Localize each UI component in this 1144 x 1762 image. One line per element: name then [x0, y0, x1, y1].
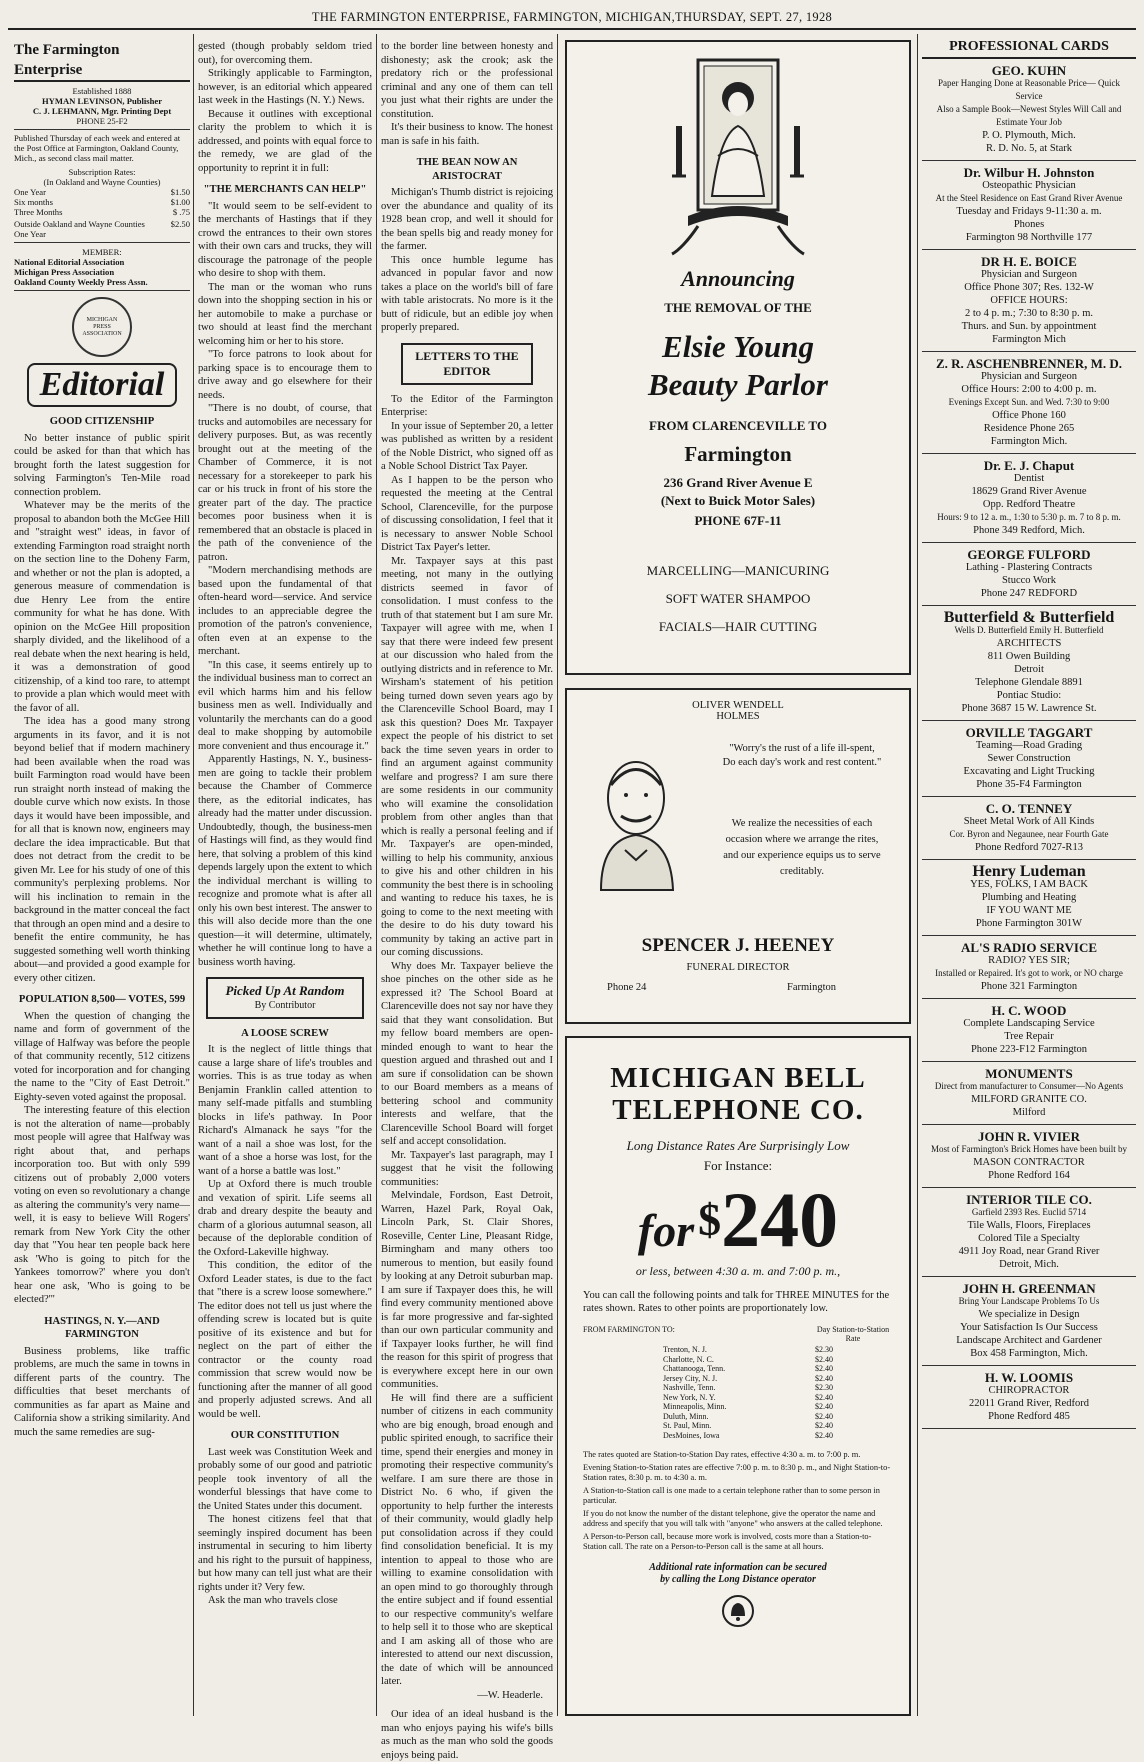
parlor-name-line2: Beauty Parlor: [648, 367, 828, 402]
member-item: Oakland County Weekly Press Assn.: [14, 277, 190, 291]
article-paragraph: It is the neglect of little things that cause a large share of life's troubles and worries. This is as true today as when Benjamin Franklin called attention to many self-made pitfalls and stumbling blocks in life's pathway. In Poor Richard's Almanack he says "for the want of a nail a shoe was lost, for the want of a shoe a horse was lost, for the want of a horse a battle was lost.": [198, 1044, 372, 1177]
letter-paragraph: He will find there are a sufficient number of citizens in each community who are big enough, broad enough and public spirited enough, to sacrifice their time, spend their energies and money in promoting their respective community's welfare. I am sure there are those in District No. 6 who, if given the opportunity to help further the interests of their community, would gladly help put consolidation across if they could find consolidation beneficial. It is my intention to appeal to those who are willing to examine consolidation with an open mind to go thoroughly through the entire subject and if found essential to our respective community's welfare to help sell it to those who are skeptical and I am asking all of those who are interested to attend our next discussion, the date of which will be announced later.: [381, 1392, 553, 1687]
article-paragraph: Michigan's Thumb district is rejoicing over the abundance and quality of its 1928 bean crop, and well it should for the bean spells big and ready money for the farmer.: [381, 187, 553, 252]
article-paragraph: "It would seem to be self-evident to the merchants of Hastings that if they crowd the entrances to their own stores with their own cars and trucks, they will discourage the patronage of the people who desire to shop with them.: [198, 200, 372, 279]
woman-illustration: [668, 56, 808, 256]
bell-rate-table: [663, 1345, 833, 1440]
rate-row: [14, 187, 190, 197]
professional-card: [922, 161, 1136, 250]
column-rule: [193, 34, 194, 1716]
bell-footer-line: by calling the Long Distance operator: [660, 1574, 816, 1585]
rate-row: [14, 207, 190, 217]
letter-paragraph: Mr. Taxpayer says at this past meeting, not many in the outlying districts seemed in favor of consolidation. I must confess to the truth of that statement but I am sure Mr. Taxpayer will agree with me, when I say that there were indeed few present at our discussion who haled from the outlying districts and in reference to Mr. Wirsham's statement of his petition being turned down seven years ago by the Clarenceville School Board, may I ask this question? Does Mr. Taxpayer expect the people of his district to set back the time seven years in order to find an argument against community welfare and progress? I am sure there are some residents in our community who will examine the consolidation problem from other angles than that which is really a personal feeling and if Mr. Taxpayer's are open-minded, willing to help his community, anxious to give his and other children in his community the best there is in schooling and wanting to reduce his taxes, he is going to come to the next meeting with the desire to do his duty toward his community by taking an active part in our coming discussions.: [381, 555, 553, 958]
member-item: National Editorial Association: [14, 257, 125, 267]
professional-card: [922, 250, 1136, 352]
rate-price: $1.50: [170, 187, 190, 197]
rate-row: [663, 1393, 833, 1403]
article-paragraph: The honest citizens feel that that seemingly inspired document has been instrumental in securing to him liberty and his right to the pursuit of happiness, but how many can tell just what are their rights under it? Very few.: [198, 1514, 372, 1593]
rate-row: [14, 219, 190, 243]
professional-card: [922, 1188, 1136, 1277]
article-paragraph: Up at Oxford there is much trouble and vexation of spirit. Life seems all drab and dreary despite the beauty and charm of a glorious autumnal season, all because of the deplorable condition of the Oxford-Lakeville highway.: [198, 1179, 372, 1258]
card-name: Henry Ludeman: [972, 862, 1086, 880]
article-paragraph: Our idea of an ideal husband is the man who enjoys paying his wife's bills as much as the man who sold the goods enjoys being paid.: [381, 1709, 553, 1761]
card-line: Pontiac Studio:: [996, 689, 1062, 701]
headline-bean: THE BEAN NOW AN ARISTOCRAT: [416, 157, 518, 182]
card-name: INTERIOR TILE CO.: [966, 1191, 1092, 1207]
article-paragraph: Strikingly applicable to Farmington, however, is an editorial which appeared last week in the Hastings (N. Y.) News.: [198, 68, 372, 106]
letter-paragraph: Mr. Taxpayer's last paragraph, may I suggest that he visit the following communities:: [381, 1149, 553, 1188]
rate-row: [663, 1345, 833, 1355]
article-paragraph: Because it outlines with exceptional clarity the problem to which it is addressed, and points with equal force to the remedy, we are glad of the opportunity to reprint it in full:: [198, 108, 372, 174]
letter-paragraph: Melvindale, Fordson, East Detroit, Warren, Hazel Park, Royal Oak, Lincoln Park, St. Clair Shores, Roseville, Center Line, Pleasant Ridge, Birmingham and many others too numerous to mention, but easily found by looking at any Detroit suburban map. I am sure if Taxpayer does this, he will find every community mentioned above is far more progressive and far-sighted than our own particular community and if Taxpayer looks further, he will find the reason for this spirit of progress that is everywhere except here in our own communities.: [381, 1190, 553, 1390]
rate-row: [663, 1383, 833, 1393]
bell-logo-icon: [721, 1594, 755, 1628]
rate-city: DesMoines, Iowa: [663, 1430, 720, 1440]
card-line: Residence Phone 265: [983, 422, 1075, 434]
rate-value: $2.40: [815, 1373, 833, 1383]
card-line: Milford: [1012, 1106, 1046, 1118]
column-1: [14, 40, 190, 1720]
publication-note: Published Thursday of each week and entered at the Post Office at Farmington, Oakland County, Mich., as second class mail matter.: [14, 133, 181, 163]
card-line: Excavating and Light Trucking: [963, 765, 1095, 777]
bell-note: A Person-to-Person call, because more work is involved, costs more than a Station-to-Station call. The rate on a Person-to-Person call is the same at all hours.: [583, 1532, 872, 1551]
article-paragraph: The interesting feature of this election is not the alteration of name—probably most people will agree that Halfway was right about that, and perhaps incorporation too. But with only 599 citizens out of probably 2,000 voters voting on even so revolutionary a change as altering the community's very name—well, it is easy to believe Will Rogers' remark from New York City the other day that "You hear ten people back here ask 'Who is going to pitch for the Yankees tomorrow?' where you don't hear one ask, 'Who is going to be elected?'": [14, 1105, 190, 1305]
letter-paragraph: As I happen to be the person who requested the meeting at the Central School, Clarenceville, for the purpose of discussing consolidation, I feel that it is necessary to answer Noble School District Tax Payer's letter.: [381, 474, 553, 553]
card-name: MONUMENTS: [985, 1065, 1073, 1081]
rate-city: New York, N. Y.: [663, 1392, 716, 1402]
card-line: Opp. Redford Theatre: [982, 498, 1076, 510]
bell-or-less: or less, between 4:30 a. m. and 7:00 p. m.,: [635, 1264, 841, 1278]
rate-label: Outside Oakland and Wayne Counties One Year: [14, 219, 145, 239]
holmes-quote: [707, 742, 897, 770]
rate-price: $2.50: [170, 219, 190, 229]
article-paragraph: Apparently Hastings, N. Y., business-men are going to tackle their problem because the Chamber of Commerce there, as the editorial indicates, has already had the matter under discussion. Undoubtedly, though, the business-men of Hastings will find, as they would find here, that solving a problem of this kind depends largely upon the extent to which the individual merchant is willing to recognize and promote what is after all only his own best interest. The answer to this will also decide more than the one question—it will determine, ultimately, whether he will continue long to have a business worth having.: [198, 754, 372, 968]
card-line: 811 Owen Building: [987, 650, 1071, 662]
rate-price: $ .75: [172, 207, 190, 217]
article-paragraph: "To force patrons to look about for parking space is to encourage them to drive away and go elsewhere for their needs.: [198, 349, 372, 401]
author-name: HOLMES: [716, 711, 760, 722]
rates-title: Subscription Rates:: [68, 167, 136, 177]
bell-subtitle: Long Distance Rates Are Surprisingly Low: [626, 1138, 850, 1153]
town-text: Farmington: [684, 442, 792, 466]
card-line: Most of Farmington's Brick Homes have been built by: [930, 1143, 1128, 1154]
column-rule: [917, 34, 918, 1716]
card-line: R. D. No. 5, at Stark: [985, 142, 1073, 154]
removal-text: THE REMOVAL OF THE: [664, 300, 812, 315]
card-line: P. O. Plymouth, Mich.: [982, 129, 1076, 141]
bell-note: The rates quoted are Station-to-Station Day rates, effective 4:30 a. m. to 7:00 p. m.: [583, 1450, 861, 1459]
cards-list: [922, 59, 1136, 1429]
press-association-seal: [72, 297, 132, 357]
rate-value: $2.40: [815, 1354, 833, 1364]
card-line: Phone 223-F12 Farmington: [970, 1043, 1088, 1055]
rate-city: Duluth, Minn.: [663, 1411, 709, 1421]
card-line: IF YOU WANT ME: [986, 904, 1072, 916]
article-paragraph: Business problems, like traffic problems, are much the same in towns in different parts of the country. The difficulties that beset merchants of communities as far apart as Maine and California show a striking similarity. And much the same remedies are sug-: [14, 1345, 190, 1438]
card-line: MASON CONTRACTOR: [973, 1156, 1085, 1168]
professional-card: [922, 936, 1136, 999]
service-line: SOFT WATER SHAMPOO: [665, 591, 811, 606]
column-rule: [557, 34, 558, 1716]
article-paragraph: "In this case, it seems entirely up to the individual business man to correct an evil which harms him and his fellow business men as well. Individually and voluntarily the merchants can do a good deal to make shopping by automobile more convenient and thus encourage it.": [198, 659, 372, 752]
funeral-town: Farmington: [787, 982, 836, 993]
rate-city: Nashville, Tenn.: [663, 1383, 716, 1392]
card-name: DR H. E. BOICE: [981, 253, 1077, 269]
card-name: GEORGE FULFORD: [967, 546, 1091, 562]
rate-city: Jersey City, N. J.: [663, 1373, 718, 1383]
phone-text: PHONE 67F-11: [694, 513, 782, 528]
professional-card: [922, 59, 1136, 161]
article-paragraph: gested (though probably seldom tried out), for overcoming them.: [198, 41, 372, 66]
established: Established 1888: [72, 86, 132, 96]
bell-call-text: You can call the following points and talk for THREE MINUTES for the rates shown. Rates to other points are proportionately low.: [583, 1290, 890, 1314]
card-line: Office Phone 307; Res. 132-W: [964, 281, 1094, 293]
card-line: YES, FOLKS, I AM BACK: [970, 878, 1088, 890]
card-line: Phone 35-F4 Farmington: [976, 778, 1082, 790]
professional-card: [922, 543, 1136, 606]
author-name: OLIVER WENDELL: [692, 700, 784, 711]
funeral-director-ad: [565, 688, 911, 1024]
card-line: Tuesday and Fridays 9-11:30 a. m.: [956, 205, 1102, 217]
letter-paragraph: Why does Mr. Taxpayer believe the shoe pinches on the other side as he expressed it? The School Board at Clarenceville does not say nor have they said that they want consolidation. But my fellow board members are open-minded enough to want to hear the question argued and thrashed out and I am sure if consolidation can be shown to our Board members as a means of bettering school and community interests and welfare, that the Clarenceville School Board will forget self and accept consolidation.: [381, 960, 553, 1147]
card-line: Landscape Architect and Gardener: [956, 1334, 1102, 1346]
column-2: [198, 40, 372, 1720]
card-line: Tree Repair: [1004, 1030, 1054, 1042]
card-line: RADIO? YES SIR;: [988, 954, 1070, 966]
professional-card: [922, 860, 1136, 936]
professional-card: [922, 606, 1136, 721]
headline-hastings: HASTINGS, N. Y.—AND FARMINGTON: [44, 1315, 160, 1340]
card-line: Teaming—Road Grading: [975, 739, 1083, 751]
card-line: We specialize in Design: [978, 1308, 1080, 1320]
card-line: Phone 349 Redford, Mich.: [973, 524, 1085, 536]
quote-line: "Worry's the rust of a life ill-spent,: [729, 743, 875, 754]
funeral-body: We realize the necessities of each occasion where we arrange the rites, and our experience equips us to serve creditably.: [723, 818, 881, 877]
card-line: MILFORD GRANITE CO.: [971, 1093, 1087, 1105]
article-paragraph: This condition, the editor of the Oxford Leader states, is due to the fact that "there is a screw loose somewhere." The editor does not tell us just where the offending screw is located but is quite positive of its existence and but for neglect on the part of either the contractor or the county road commission that screw would now be functioning after the manner of all good and properly adjusted screws. And all would be well.: [198, 1260, 372, 1420]
column-rule: [376, 34, 377, 1716]
card-line: Evenings Except Sun. and Wed. 7:30 to 9:00: [948, 396, 1110, 407]
card-line: Hours: 9 to 12 a. m., 1:30 to 5:30 p. m. 7 to 8 p. m.: [937, 511, 1121, 522]
staff-line: HYMAN LEVINSON, Publisher: [41, 96, 163, 106]
masthead-rule: [8, 28, 1136, 30]
card-line: Phone Redford 164: [988, 1169, 1070, 1181]
professional-card: [922, 1062, 1136, 1125]
rate-city: Minneapolis, Minn.: [663, 1402, 727, 1411]
card-line: Lathing - Plastering Contracts: [965, 561, 1093, 573]
card-line: Office Hours: 2:00 to 4:00 p. m.: [961, 383, 1097, 395]
card-line: Colored Tile a Specialty: [978, 1232, 1080, 1244]
article-paragraph: The man or the woman who runs down into the shopping section in his or her automobile to make a purchase or two should at least find the merchant welcoming him or her to his store.: [198, 281, 372, 347]
letter-signature: —W. Headerle.: [477, 1689, 543, 1701]
card-line: Installed or Repaired. It's got to work, or NO charge: [935, 967, 1123, 978]
funeral-phone: Phone 24: [607, 982, 647, 993]
address-line: 236 Grand River Avenue E: [663, 475, 813, 490]
card-line: Thurs. and Sun. by appointment: [961, 320, 1097, 332]
article-paragraph: "There is no doubt, of course, that trucks and automobiles are necessary for delivery purposes. But, as was recently brought out at the meeting of the Chamber of Commerce, it is not necessary for a storekeeper to park his car or his truck in front of his store the greater part of the day. The practice becomes poor business when it is remembered that an obstacle is placed in the path of the convenience of the patron.: [198, 403, 372, 563]
card-line: ARCHITECTS: [996, 637, 1062, 649]
card-name: GEO. KUHN: [991, 62, 1067, 78]
rate-row: [663, 1364, 833, 1374]
card-line: CHIROPRACTOR: [988, 1384, 1070, 1396]
bell-title-line2: TELEPHONE CO.: [612, 1094, 864, 1126]
professional-card: [922, 1277, 1136, 1366]
card-line: At the Steel Residence on East Grand River Avenue: [935, 192, 1123, 203]
announcing-text: Announcing: [681, 266, 795, 291]
professional-card: [922, 999, 1136, 1062]
bell-footer: [583, 1562, 893, 1586]
card-line: 4911 Joy Road, near Grand River: [958, 1245, 1100, 1257]
card-name: Z. R. ASCHENBRENNER, M. D.: [936, 355, 1122, 371]
from-text: FROM CLARENCEVILLE TO: [649, 418, 827, 433]
headline-population: POPULATION 8,500— VOTES, 599: [18, 994, 186, 1005]
cards-title: PROFESSIONAL CARDS: [922, 40, 1136, 59]
card-line: 2 to 4 p. m.; 7:30 to 8:30 p. m.: [964, 307, 1094, 319]
professional-cards-column: [922, 40, 1136, 1720]
picked-up-title: Picked Up At Random: [225, 983, 345, 998]
bell-note: A Station-to-Station call is one made to a certain telephone rather than to some person in particular.: [583, 1486, 880, 1505]
card-line: Detroit: [1014, 663, 1044, 675]
quote-line: Do each day's work and rest content.": [722, 757, 882, 768]
director-title: FUNERAL DIRECTOR: [686, 962, 790, 973]
bell-notes: [583, 1450, 893, 1552]
rate-city: St. Paul, Minn.: [663, 1421, 712, 1430]
card-name: AL'S RADIO SERVICE: [960, 939, 1098, 955]
member-title: MEMBER:: [82, 247, 122, 257]
rate-row: [14, 197, 190, 207]
rate-row: [663, 1374, 833, 1384]
card-line: Phone Redford 485: [988, 1410, 1070, 1422]
column-3: [381, 40, 553, 1761]
rate-value: $2.40: [815, 1411, 833, 1421]
article-paragraph: When the question of changing the name and form of government of the village of Halfway was before the people of that community recently, 512 citizens voted for incorporation and for changing the name to the "City of East Detroit." Eighty-seven voted against the proposal.: [14, 1010, 190, 1103]
letters-box: LETTERS TO THE EDITOR: [401, 343, 533, 385]
staff-line: PHONE 25-F2: [14, 116, 190, 130]
staff-line: C. J. LEHMANN, Mgr. Printing Dept: [32, 106, 172, 116]
bell-footer-line: Additional rate information can be secured: [649, 1562, 827, 1573]
address-line: (Next to Buick Motor Sales): [660, 493, 816, 508]
headline-constitution: OUR CONSTITUTION: [230, 1430, 340, 1441]
card-line: Phone 247 REDFORD: [980, 587, 1078, 599]
card-line: Phone 321 Farmington: [980, 980, 1078, 992]
professional-card: [922, 454, 1136, 543]
card-line: Office Phone 160: [992, 409, 1066, 421]
card-line: Dentist: [1013, 472, 1045, 484]
card-name: JOHN R. VIVIER: [978, 1128, 1080, 1144]
card-line: Farmington Mich.: [990, 435, 1068, 447]
headline-citizenship: GOOD CITIZENSHIP: [49, 416, 155, 427]
card-name: H. W. LOOMIS: [984, 1369, 1074, 1385]
rate-price: $1.00: [170, 197, 190, 207]
article-paragraph: This once humble legume has advanced in popular favor and now takes a place on the world's bill of fare with table aristocrats. No more is it the butt of ridicule, but an edible joy when properly prepared.: [381, 254, 553, 333]
professional-card: [922, 797, 1136, 860]
editorial-banner: Editorial: [27, 363, 177, 407]
article-paragraph: Ask the man who travels close: [208, 1595, 338, 1606]
card-line: Osteopathic Physician: [982, 179, 1076, 191]
article-paragraph: "Modern merchandising methods are based upon the fundamental of that often-heard word—service. And service includes to an appreciable degree the promotion of the patron's convenience, often even at an expense to the merchant.: [198, 565, 372, 657]
rate-city: Trenton, N. J.: [663, 1345, 707, 1354]
rate-value: $2.30: [815, 1345, 833, 1354]
letter-paragraph: In your issue of September 20, a letter was published as written by a resident of the Noble District, who signed off as a Noble School District Tax Payer.: [381, 420, 553, 472]
mirror-portrait-icon: [668, 56, 808, 256]
rate-city: Charlotte, N. C.: [663, 1354, 714, 1364]
card-line: Phones: [1013, 218, 1045, 230]
article-paragraph: to the border line between honesty and dishonesty; ask the crook; ask the predatory rich or the professional criminal and any one of them can tell you just what their rights are under the constitution.: [381, 41, 553, 120]
director-name: SPENCER J. HEENEY: [641, 935, 835, 956]
michigan-bell-ad: [565, 1036, 911, 1716]
card-line: Paper Hanging Done at Reasonable Price— Quick Service: [938, 77, 1120, 101]
professional-card: [922, 721, 1136, 797]
card-name: Butterfield & Butterfield: [943, 608, 1115, 626]
headline-merchants: "THE MERCHANTS CAN HELP": [203, 184, 367, 195]
rate-row: [663, 1431, 833, 1441]
rate-label: Six months: [14, 197, 53, 207]
rate-value: $2.40: [815, 1421, 833, 1430]
rate-row: [663, 1412, 833, 1422]
seal-text: MICHIGAN PRESS ASSOCIATION: [82, 316, 122, 337]
card-line: Physician and Surgeon: [980, 268, 1078, 280]
card-line: Sewer Construction: [987, 752, 1071, 764]
card-line: Box 458 Farmington, Mich.: [970, 1347, 1088, 1359]
article-paragraph: The idea has a good many strong arguments in its favor, and it is not beyond belief that if modern machinery had been available when the road was built Farmington road would have been run straight north instead of making the double curve which now exists. In those days it would have been impossible, and for all that is known now, engineers may declare the idea impracticable. But that does not detract from the credit to be given Mr. Lee for his study of one of this community's perplexing problems. Nor will his inclination to remain in the background in the matter conceal the fact that through an open mind and a desire to benefit the entire community, he has suggested something well worth thinking about—and provided a good example for every other citizen.: [14, 716, 190, 984]
card-line: Complete Landscaping Service: [963, 1017, 1095, 1029]
article-paragraph: No better instance of public spirit could be asked for than that which has brought forth the latest suggestion for solving Farmington's Ten-Mile road connection problem.: [14, 432, 190, 498]
card-line: Your Satisfaction Is Our Success: [960, 1321, 1098, 1333]
card-name: C. O. TENNEY: [985, 800, 1073, 816]
card-name: JOHN H. GREENMAN: [962, 1280, 1096, 1296]
card-line: Detroit, Mich.: [999, 1258, 1059, 1270]
card-line: Direct from manufacturer to Consumer—No Agents: [934, 1080, 1124, 1091]
card-line: OFFICE HOURS:: [990, 294, 1068, 306]
bell-for: for: [637, 1205, 695, 1256]
card-name: ORVILLE TAGGART: [965, 724, 1093, 740]
rate-label: Three Months: [14, 207, 63, 217]
card-name: H. C. WOOD: [991, 1002, 1067, 1018]
article-paragraph: Last week was Constitution Week and probably some of our good and patriotic people took inventory of all the wonderful blessings that have come to the United States under this document.: [198, 1446, 372, 1512]
card-line: 22011 Grand River, Redford: [969, 1397, 1089, 1409]
professional-card: [922, 1366, 1136, 1429]
card-line: Phone 3687 15 W. Lawrence St.: [961, 702, 1097, 714]
rate-value: $2.40: [815, 1430, 833, 1440]
service-line: MARCELLING—MANICURING: [646, 563, 830, 578]
card-name: Dr. Wilbur H. Johnston: [963, 164, 1095, 180]
picked-up-byline: By Contributor: [254, 1000, 316, 1011]
card-line: 18629 Grand River Avenue: [971, 485, 1087, 497]
professional-card: [922, 1125, 1136, 1188]
bell-dollar: $: [698, 1194, 722, 1245]
bell-instance: For Instance:: [703, 1158, 773, 1173]
card-name: Dr. E. J. Chaput: [983, 457, 1075, 473]
card-line: Physician and Surgeon: [980, 370, 1078, 382]
bell-price-block: [583, 1176, 893, 1264]
article-paragraph: Whatever may be the merits of the proposal to abandon both the McGee Hill and "straight west" ideas, in favor of extending Farmington road straight north on the section line to the Doheny Farm, and whether or not the plan is adopted, a generous measure of commendation is due Henry Lee from the entire community for what he has done. With opinion on the McGee Hill proposition sharply divided, and the likelihood of a real debate when the next hearing is held, it was a demonstration of good citizenship, of a kind too rare, to attempt to provide a plan which would meet with the favor of all.: [14, 500, 190, 714]
headline-loose-screw: A LOOSE SCREW: [241, 1027, 329, 1039]
member-item: Michigan Press Association: [14, 267, 115, 277]
rate-label: One Year: [14, 187, 46, 197]
bell-title-line1: MICHIGAN BELL: [610, 1062, 866, 1094]
bell-rate-header: [583, 1325, 893, 1343]
card-line: Garfield 2393 Res. Euclid 5714: [971, 1206, 1087, 1217]
paper-name: The Farmington Enterprise: [14, 40, 190, 82]
beauty-parlor-ad: [565, 40, 911, 675]
card-line: Cor. Byron and Negaunee, near Fourth Gate: [949, 828, 1109, 839]
card-line: Phone Farmington 301W: [975, 917, 1083, 929]
holmes-portrait-icon: [581, 740, 691, 890]
picked-up-box: [206, 977, 364, 1019]
letter-paragraph: To the Editor of the Farmington Enterprise:: [381, 393, 553, 418]
card-line: Farmington 98 Northville 177: [965, 231, 1093, 243]
card-line: Wells D. Butterfield Emily H. Butterfield: [954, 624, 1104, 635]
rates-region: (In Oakland and Wayne Counties): [43, 177, 161, 187]
bell-day-label: Day Station-to-Station Rate: [816, 1325, 890, 1343]
bell-price: 240: [721, 1176, 839, 1263]
service-line: FACIALS—HAIR CUTTING: [658, 619, 818, 634]
card-line: Plumbing and Heating: [981, 891, 1077, 903]
rate-city: Chattanooga, Tenn.: [663, 1364, 726, 1373]
professional-card: [922, 352, 1136, 454]
rate-value: $2.40: [815, 1392, 833, 1402]
card-line: Phone Redford 7027-R13: [975, 841, 1083, 853]
bell-from-label: FROM FARMINGTON TO:: [583, 1325, 675, 1334]
masthead: THE FARMINGTON ENTERPRISE, FARMINGTON, MICHIGAN,THURSDAY, SEPT. 27, 1928: [311, 10, 833, 24]
bell-note: If you do not know the number of the distant telephone, give the operator the name and address and specify that you will talk with "anyone" who answers at the called telephone.: [583, 1509, 883, 1528]
parlor-name-line1: Elsie Young: [662, 329, 814, 364]
card-line: Stucco Work: [1001, 574, 1057, 586]
rate-value: $2.30: [815, 1383, 833, 1392]
rate-value: $2.40: [815, 1364, 833, 1373]
card-line: Tile Walls, Floors, Fireplaces: [967, 1219, 1091, 1231]
card-line: Telephone Glendale 8891: [975, 676, 1083, 688]
rate-row: [663, 1402, 833, 1412]
rate-row: [663, 1355, 833, 1365]
article-paragraph: It's their business to know. The honest man is safe in his faith.: [381, 122, 553, 147]
card-line: Also a Sample Book—Newest Styles Will Call and Estimate Your Job: [936, 103, 1122, 127]
card-line: Farmington Mich: [992, 333, 1066, 345]
bell-note: Evening Station-to-Station rates are effective 7:00 p. m. to 8:30 p. m., and Night Station-to-Station rates, 8:30 p. m. to 4:30 a. m.: [583, 1463, 891, 1482]
rate-row: [663, 1421, 833, 1431]
card-line: Bring Your Landscape Problems To Us: [958, 1295, 1100, 1306]
rate-value: $2.40: [815, 1402, 833, 1411]
card-line: Sheet Metal Work of All Kinds: [963, 815, 1095, 827]
